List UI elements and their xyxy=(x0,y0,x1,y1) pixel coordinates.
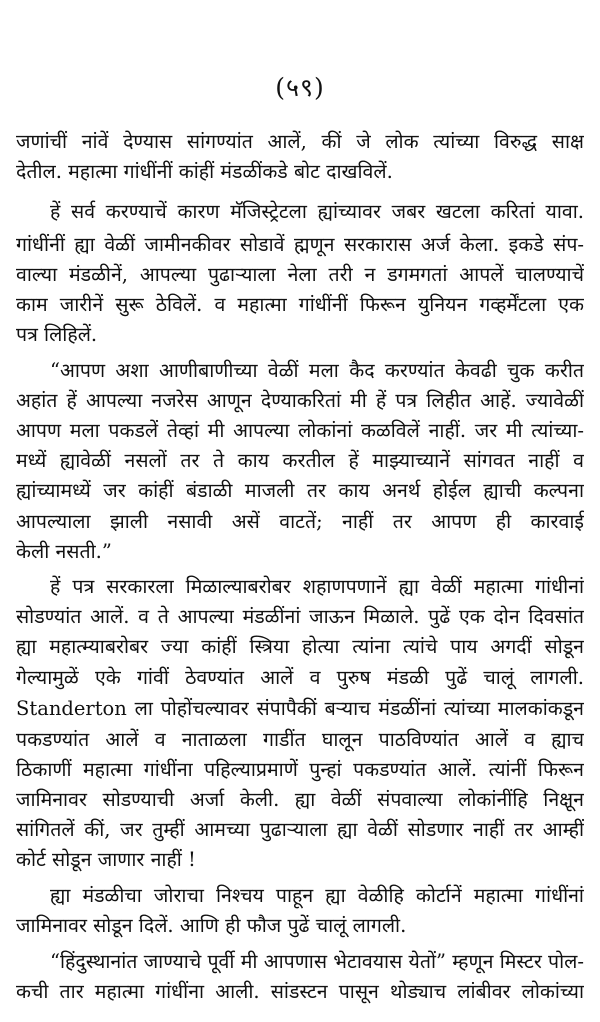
text-line: पत्र लिहिलें. xyxy=(16,323,98,346)
text-line: कोर्ट सोडून जाणार नाहीं ! xyxy=(16,848,196,871)
text-line: अहांत हें आपल्या नजरेस आणून देण्याकरितां मी हें पत्र लिहीत आहें. ज्यावेळीं xyxy=(16,389,584,412)
text-line: हें पत्र सरकारला मिळाल्याबरोबर शहाणपणानें ह्या वेळीं महात्मा गांधीनां xyxy=(50,575,584,598)
text-line: Standerton ला पोहोंचल्यावर संपापैकीं बऱ्याच मंडळींनां त्यांच्या मालकांकडून xyxy=(16,697,584,720)
text-line: सोडण्यांत आलें. व ते आपल्या मंडळींनां जाऊन मिळाले. पुढें एक दोन दिवसांत xyxy=(16,605,584,628)
text-line: पकडण्यांत आलें व नाताळला गाडींत घालून पाठविण्यांत आलें व ह्याच xyxy=(16,728,584,751)
text-line: हें सर्व करण्याचें कारण मॅजिस्ट्रेटला ह्यांच्यावर जबर खटला करितां यावा. xyxy=(50,200,584,223)
text-line: आपण मला पकडलें तेव्हां मी आपल्या लोकांनां कळविलें नाहीं. जर मी त्यांच्या- xyxy=(16,419,584,442)
text-line: सांगितलें कीं, जर तुम्हीं आमच्या पुढाऱ्याला ह्या वेळीं सोडणार नाहीं तर आम्हीं xyxy=(16,818,584,841)
text-line: काम जारीनें सुरू ठेविलें. व महात्मा गांधींनीं फिरून युनियन गव्हर्मेंटला एक xyxy=(16,293,584,316)
text-line: ह्या मंडळीचा जोराचा निश्चय पाहून ह्या वेळीहि कोर्टानें महात्मा गांधींनां xyxy=(50,884,584,907)
text-line: वाल्या मंडळीनें, आपल्या पुढाऱ्याला नेला तरी न डगमगतां आपलें चालण्याचें xyxy=(16,263,584,286)
text-line: जणांचीं नांवें देण्यास सांगण्यांत आलें, कीं जे लोक त्यांच्या विरुद्ध साक्ष xyxy=(16,130,584,153)
text-line: गेल्यामुळें एके गांवीं ठेवण्यांत आलें व पुरुष मंडळी पुढें चालूं लागली. xyxy=(16,666,584,689)
text-line: देतील. महात्मा गांधींनीं कांहीं मंडळींकडे बोट दाखविलें. xyxy=(16,160,393,183)
text-line: आपल्याला झाली नसावी असें वाटतें; नाहीं तर आपण ही कारवाई xyxy=(16,510,584,533)
page-number: (५९) xyxy=(275,73,325,102)
text-line: गांधींनीं ह्या वेळीं जामीनकीवर सोडावें ह्मणून सरकारास अर्ज केला. इकडे संप- xyxy=(16,233,584,256)
text-line: ह्या महात्म्याबरोबर ज्या कांहीं स्त्रिया होत्या त्यांना त्यांचे पाय अगदीं सोडून xyxy=(16,635,584,658)
text-line: “हिंदुस्थानांत जाण्याचे पूर्वी मी आपणास भेटावयास येतों” म्हणून मिस्टर पोल- xyxy=(50,950,584,973)
text-line: जामिनावर सोडून दिलें. आणि ही फौज पुढें चालूं लागली. xyxy=(16,914,407,937)
text-line: “आपण अशा आणीबाणीच्या वेळीं मला कैद करण्यांत केवढी चुक करीत xyxy=(50,359,584,382)
text-line: केली नसती.” xyxy=(16,540,112,563)
text-line: ह्यांच्यामध्यें जर कांहीं बंडाळी माजली तर काय अनर्थ होईल ह्याची कल्पना xyxy=(16,479,584,502)
text-line: कची तार महात्मा गांधींना आली. सांडस्टन पासून थोड्याच लांबीवर लोकांच्या xyxy=(16,980,584,1003)
text-line: जामिनावर सोडण्याची अर्जा केली. ह्या वेळीं संपवाल्या लोकांनींहि निक्षून xyxy=(16,788,584,811)
text-line: ठिकाणीं महात्मा गांधींना पहिल्याप्रमाणें पुन्हां पकडण्यांत आलें. त्यांनीं फिरून xyxy=(16,758,584,781)
text-line: मध्यें ह्यावेळीं नसलों तर ते काय करतील हें माझ्याच्यानें सांगवत नाहीं व xyxy=(16,449,584,472)
